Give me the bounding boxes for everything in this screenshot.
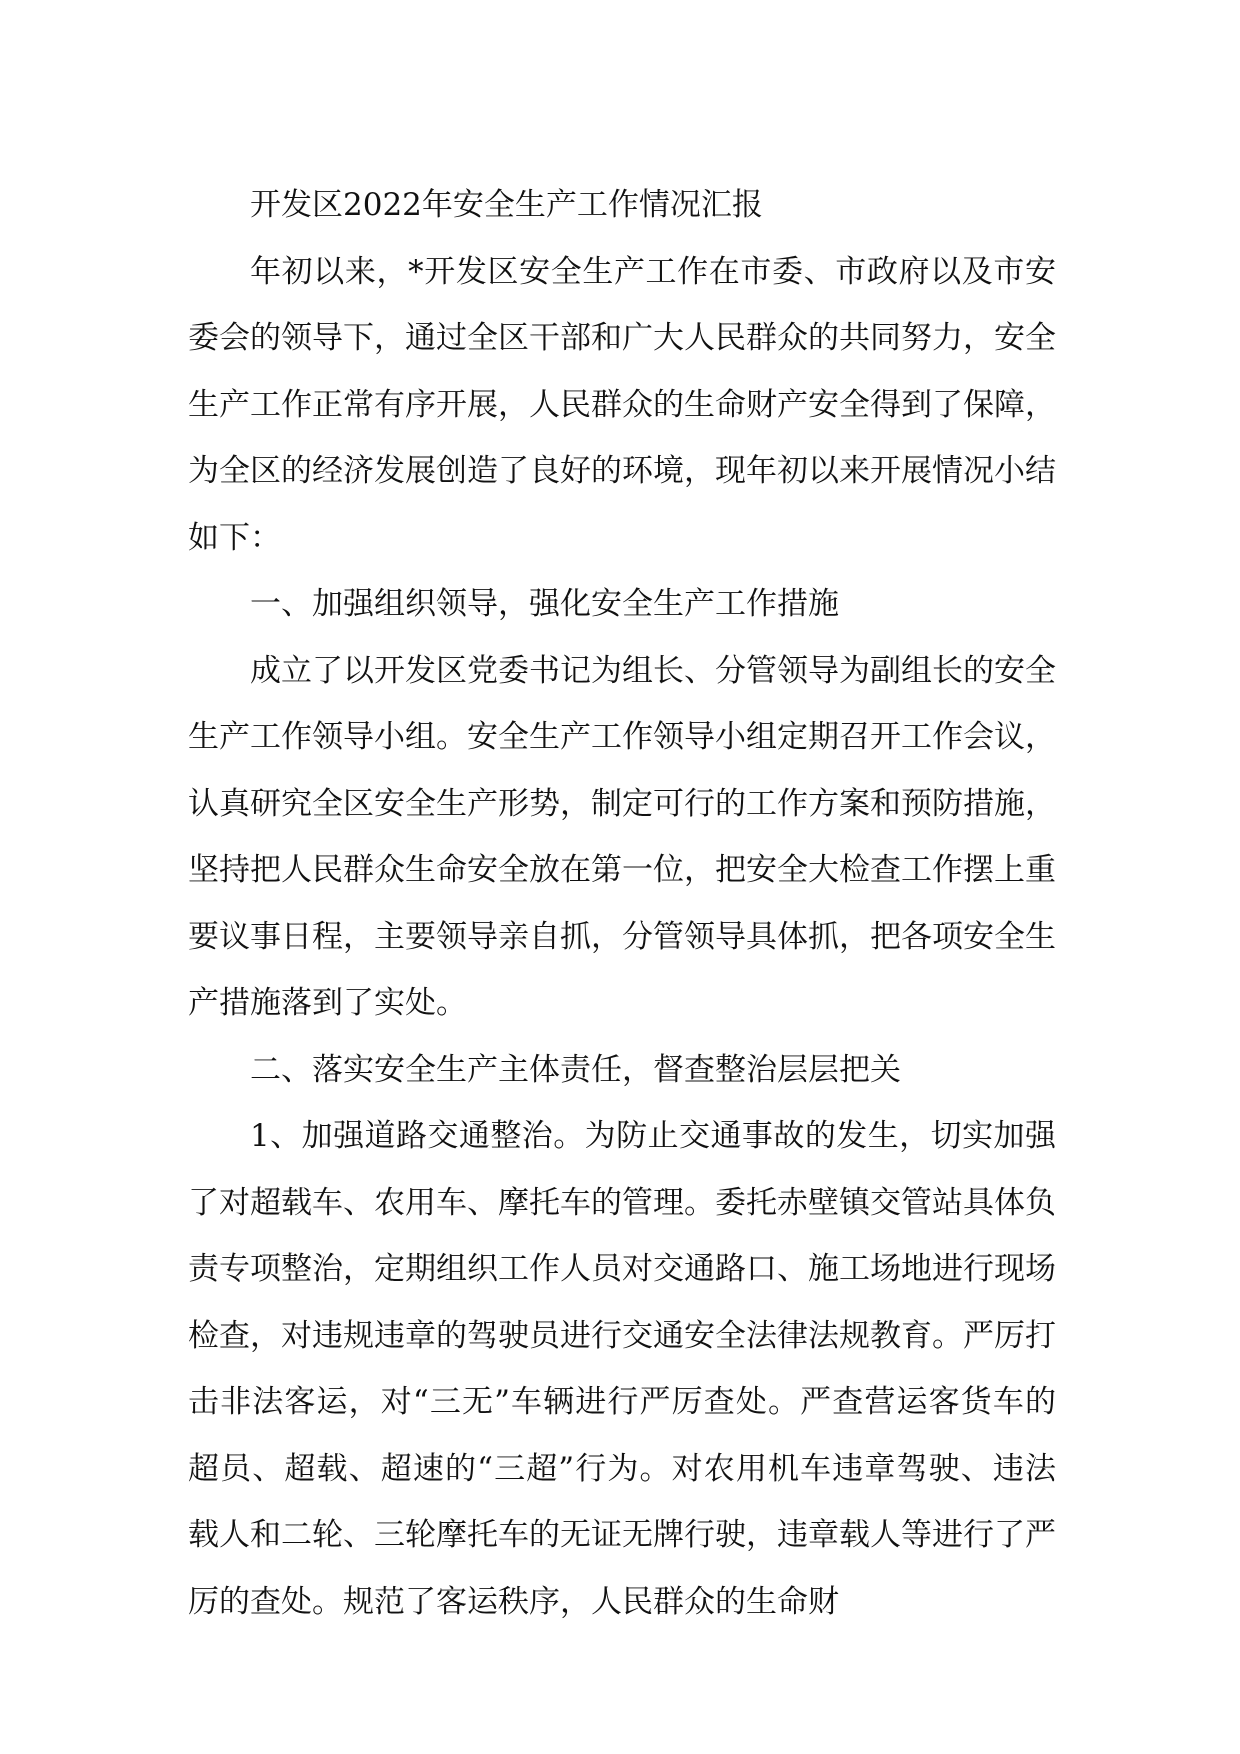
document-title: 开发区2022年安全生产工作情况汇报: [250, 187, 763, 223]
section-heading-1: 一、加强组织领导，强化安全生产工作措施: [250, 586, 839, 622]
section-heading-2: 二、落实安全生产主体责任，督查整治层层把关: [250, 1051, 901, 1088]
paragraph-section-1: 成立了以开发区党委书记为组长、分管领导为副组长的安全生产工作领导小组。安全生产工作领导小组定期召开工作会议，认真研究全区安全生产形势，制定可行的工作方案和预防措施，坚持把人民群众生命安全放在第一位，把安全大检查工作摆上重要议事日程，主要领导亲自抓，分管领导具体抓，把各项安全生产措施落到了实处。: [188, 652, 1056, 1021]
paragraph-traffic: 1、加强道路交通整治。为防止交通事故的发生，切实加强了对超载车、农用车、摩托车的管理。委托赤壁镇交管站具体负责专项整治，定期组织工作人员对交通路口、施工场地进行现场检查，对违规违章的驾驶员进行交通安全法律法规教育。严厉打击非法客运，对“三无”车辆进行严厉查处。严查营运客货车的超员、超载、超速的“三超”行为。对农用机车违章驾驶、违法载人和二轮、三轮摩托车的无证无牌行驶，违章载人等进行了严厉的查处。规范了客运秩序，人民群众的生命财: [188, 1118, 1056, 1620]
paragraph-intro: 年初以来，*开发区安全生产工作在市委、市政府以及市安委会的领导下，通过全区干部和广大人民群众的共同努力，安全生产工作正常有序开展，人民群众的生命财产安全得到了保障，为全区的经济发展创造了良好的环境，现年初以来开展情况小结如下：: [188, 253, 1056, 556]
document-body: [188, 172, 1056, 1635]
